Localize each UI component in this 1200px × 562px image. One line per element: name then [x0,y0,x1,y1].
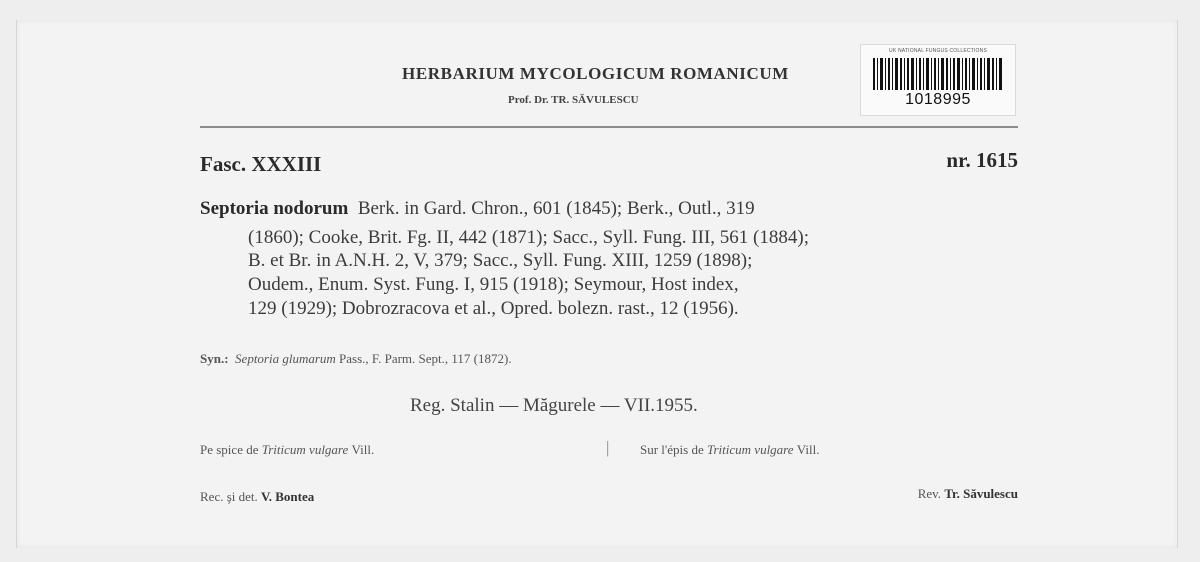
herbarium-title: HERBARIUM MYCOLOGICUM ROMANICUM [402,64,789,83]
fascicle-number: Fasc. XXXIII [200,152,322,176]
barcode-number: 1018995 [905,91,971,108]
barcode-caption: UK NATIONAL FUNGUS COLLECTIONS [889,48,987,54]
host-fr-prefix: Sur l'épis de [640,442,704,457]
reviser-prefix: Rev. [917,486,942,501]
header-divider [200,126,1018,128]
species-name: Septoria nodorum [200,198,349,219]
reviser [918,486,1018,502]
citation-line-2: (1860); Cooke, Brit. Fg. II, 442 (1871); Sacc., Syll. Fung. III, 561 (1884); [248,227,809,248]
collector-prefix: Rec. şi det. [200,489,258,504]
herbarium-subtitle: Prof. Dr. TR. SĂVULESCU [508,94,639,106]
collection-locality: Reg. Stalin — Măgurele — VII.1955. [410,395,698,416]
host-separator: | [606,438,610,457]
citation-text-1: Berk. in Gard. Chron., 601 (1845); Berk., Outl., 319 [357,198,755,219]
collector-name: V. Bontea [261,489,315,504]
barcode-icon [873,58,1003,90]
synonym-name: Septoria glumarum [235,351,336,366]
citation-line-3: B. et Br. in A.N.H. 2, V, 379; Sacc., Syll. Fung. XIII, 1259 (1898); [248,250,753,271]
host-ro-prefix: Pe spice de [200,442,259,457]
collector-determiner [200,489,314,505]
barcode-label [860,44,1016,116]
synonym-label: Syn.: [200,351,229,366]
citation-line-4: Oudem., Enum. Syst. Fung. I, 915 (1918); Seymour, Host index, [248,274,739,295]
host-romanian [200,442,374,458]
host-fr-suffix: Vill. [796,442,820,457]
host-ro-suffix: Vill. [351,442,375,457]
synonym-line [200,351,512,367]
synonym-reference: Pass., F. Parm. Sept., 117 (1872). [339,351,512,366]
host-ro-name: Triticum vulgare [261,442,349,457]
specimen-number: nr. 1615 [946,148,1018,172]
host-french [640,442,819,458]
reviser-name: Tr. Săvulescu [944,486,1018,501]
citation-line-5: 129 (1929); Dobrozracova et al., Opred. bolezn. rast., 12 (1956). [248,298,739,319]
citation-line-1 [200,198,755,220]
host-fr-name: Triticum vulgare [706,442,794,457]
